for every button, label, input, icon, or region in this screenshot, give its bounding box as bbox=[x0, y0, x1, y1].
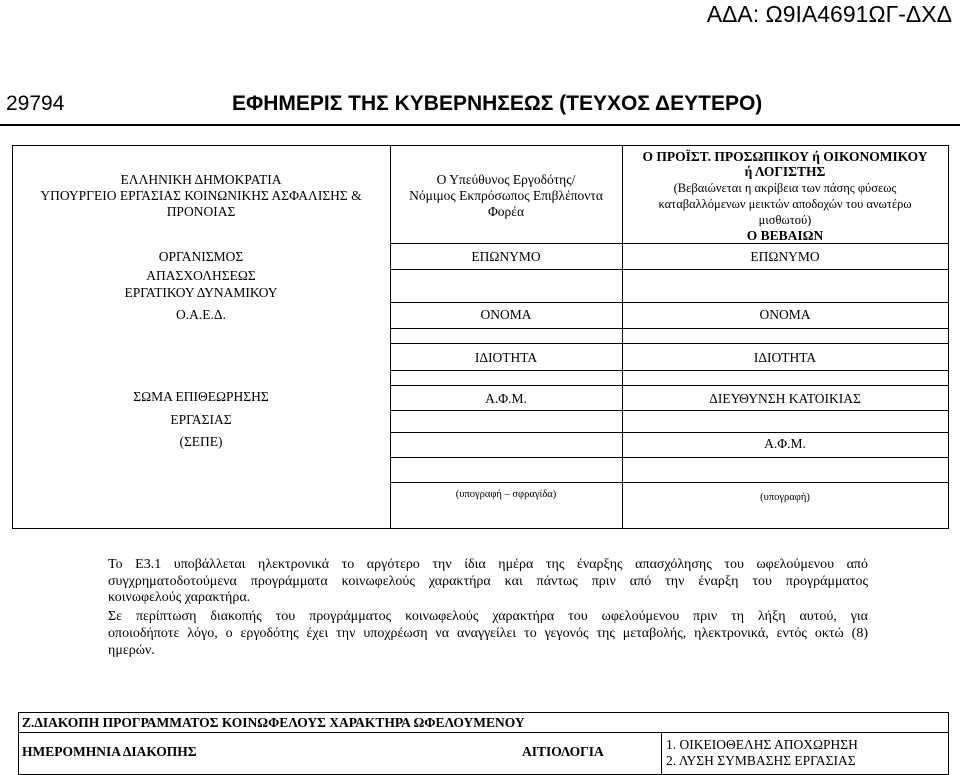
note-line: Σε περίπτωση διακοπής του προγράμματος κοινωφελούς χαρακτήρα του ωφελούμενου πριν τη λήξη αυτού, για bbox=[108, 609, 868, 624]
gazette-title: ΕΦΗΜΕΡΙΣ ΤΗΣ ΚΥΒΕΡΝΗΣΕΩΣ (ΤΕΥΧΟΣ ΔΕΥΤΕΡΟ) bbox=[232, 92, 763, 115]
header-rule bbox=[0, 124, 960, 126]
note-line: Το Ε3.1 υποβάλλεται ηλεκτρονικά το αργότερο την ίδια ημέρα της έναρξης απασχόλησης του ωφελούμενου από bbox=[108, 557, 868, 572]
certifier-note-2: καταβαλλόμενων μεικτών αποδοχών του ανωτέρω bbox=[658, 197, 912, 211]
certifier-address-label: ΔΙΕΥΘΥΝΣΗ ΚΑΤΟΙΚΙΑΣ bbox=[709, 391, 861, 406]
note-line: κοινωφελούς χαρακτήρα. bbox=[108, 590, 251, 605]
employer-afm-label: Α.Φ.Μ. bbox=[485, 391, 527, 406]
certifier-note-1: (Βεβαιώνεται η ακρίβεια των πάσης φύσεως bbox=[673, 181, 897, 195]
certifier-afm-label: Α.Φ.Μ. bbox=[764, 436, 806, 451]
org-line-3: ΕΡΓΑΤΙΚΟΥ ΔΥΝΑΜΙΚΟΥ bbox=[124, 285, 278, 300]
certifier-name-label: ΟΝΟΜΑ bbox=[759, 307, 811, 322]
note-line: ημερών. bbox=[108, 643, 155, 658]
certifier-header-2: ή ΛΟΓΙΣΤΗΣ bbox=[744, 164, 826, 179]
sepe-line-1: ΣΩΜΑ ΕΠΙΘΕΩΡΗΣΗΣ bbox=[133, 389, 269, 404]
org-abbr: Ο.Α.Ε.Δ. bbox=[176, 307, 226, 322]
sepe-line-3: (ΣΕΠΕ) bbox=[179, 434, 223, 449]
section-z-title: Ζ.ΔΙΑΚΟΠΗ ΠΡΟΓΡΑΜΜΑΤΟΣ ΚΟΙΝΩΦΕΛΟΥΣ ΧΑΡΑΚΤΗΡΑ ΩΦΕΛΟΥΜΕΝΟΥ bbox=[22, 715, 525, 730]
certifier-signature-label: (υπογραφή) bbox=[760, 492, 810, 503]
certifier-label: Ο ΒΕΒΑΙΩΝ bbox=[746, 228, 824, 243]
employer-signature-label: (υπογραφή – σφραγίδα) bbox=[455, 489, 557, 500]
employer-capacity-label: ΙΔΙΟΤΗΤΑ bbox=[474, 350, 538, 365]
employer-surname-label: ΕΠΩΝΥΜΟ bbox=[471, 249, 541, 264]
republic-label: ΕΛΛΗΝΙΚΗ ΔΗΜΟΚΡΑΤΙΑ bbox=[120, 172, 282, 187]
reason-option-1: 1. ΟΙΚΕΙΟΘΕΛΗΣ ΑΠΟΧΩΡΗΣΗ bbox=[666, 737, 858, 752]
note-line: οποιοδήποτε λόγο, ο εργοδότης έχει την υποχρέωση να αναγγείλει το γεγονός της μεταβολής, ηλεκτρονικά, εντός οκτώ (8) bbox=[108, 626, 868, 641]
ministry-line-1: ΥΠΟΥΡΓΕΙΟ ΕΡΓΑΣΙΑΣ ΚΟΙΝΩΝΙΚΗΣ ΑΣΦΑΛΙΣΗΣ & bbox=[40, 188, 362, 203]
note-line: συγχρηματοδοτούμενα προγράμματα κοινωφελούς χαρακτήρα και πάντως πριν από την έναρξη του προγράμματος bbox=[108, 574, 868, 589]
certifier-note-3: μισθωτού) bbox=[758, 213, 812, 227]
org-line-2: ΑΠΑΣΧΟΛΗΣΕΩΣ bbox=[146, 268, 256, 283]
interruption-date-label: ΗΜΕΡΟΜΗΝΙΑ ΔΙΑΚΟΠΗΣ bbox=[22, 744, 197, 759]
certifier-header-1: Ο ΠΡΟΪΣΤ. ΠΡΟΣΩΠΙΚΟΥ ή ΟΙΚΟΝΟΜΙΚΟΥ bbox=[642, 149, 928, 164]
reason-option-2: 2. ΛΥΣΗ ΣΥΜΒΑΣΗΣ ΕΡΓΑΣΙΑΣ bbox=[666, 753, 856, 768]
page-number: 29794 bbox=[6, 92, 65, 115]
org-line-1: ΟΡΓΑΝΙΣΜΟΣ bbox=[158, 249, 244, 264]
employer-header-1: Ο Υπεύθυνος Εργοδότης/ bbox=[436, 172, 576, 187]
sepe-line-2: ΕΡΓΑΣΙΑΣ bbox=[170, 412, 232, 427]
reason-label: ΑΙΤΙΟΛΟΓΙΑ bbox=[522, 744, 604, 759]
employer-header-3: Φορέα bbox=[487, 204, 525, 219]
ministry-line-2: ΠΡΟΝΟΙΑΣ bbox=[166, 204, 236, 219]
certifier-surname-label: ΕΠΩΝΥΜΟ bbox=[750, 249, 820, 264]
employer-header-2: Νόμιμος Εκπρόσωπος Επιβλέποντα bbox=[409, 188, 603, 203]
certifier-capacity-label: ΙΔΙΟΤΗΤΑ bbox=[753, 350, 817, 365]
employer-name-label: ΟΝΟΜΑ bbox=[480, 307, 532, 322]
ada-code: ΑΔΑ: Ω9ΙΑ4691ΩΓ-ΔΧΔ bbox=[706, 1, 952, 27]
